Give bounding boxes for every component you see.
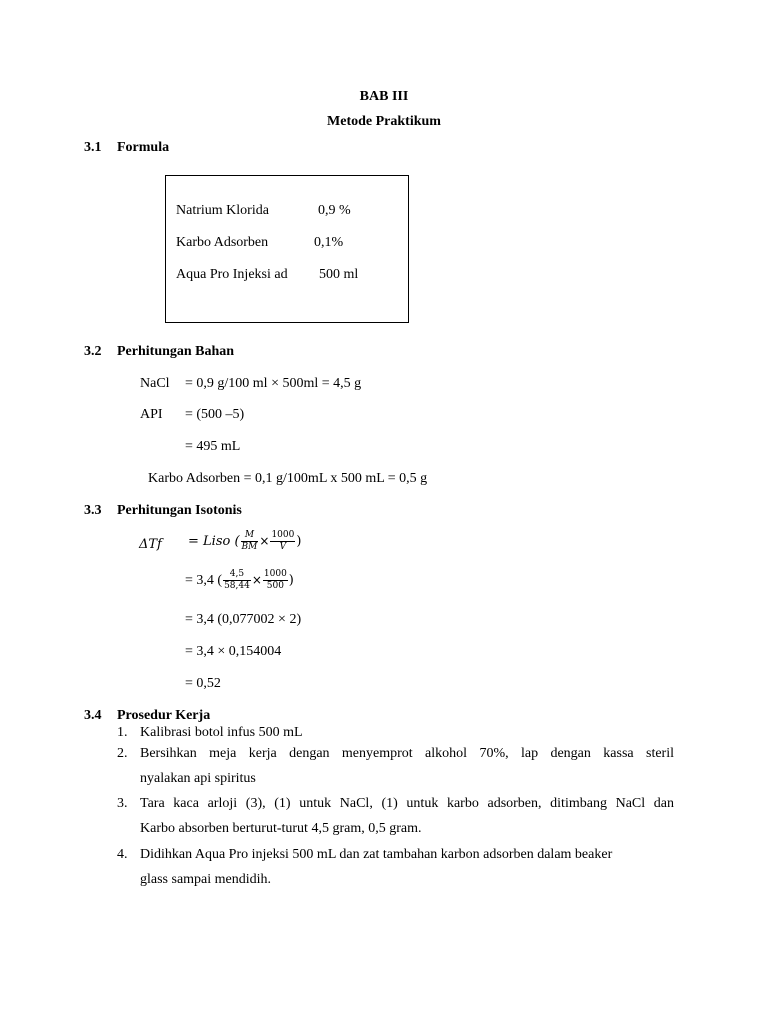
list-item-text-continued: Karbo absorben berturut-turut 4,5 gram, 0,5 gram. (140, 821, 422, 836)
equation-line-3: = 3,4 (0,077002 × 2) (185, 612, 302, 627)
fraction-1000-over-v (270, 531, 295, 553)
section-heading-perhitungan-isotonis: Perhitungan Isotonis (117, 503, 242, 518)
fraction-denominator: 500 (266, 581, 284, 592)
list-item-text-continued: glass sampai mendidih. (140, 872, 272, 887)
formula-item-value: 500 ml (319, 267, 359, 282)
list-item-text: Tara kaca arloji (3), (1) untuk NaCl, (1) untuk karbo adsorben, ditimbang NaCl dan (140, 796, 674, 811)
fraction-denominator: 58,44 (224, 581, 250, 592)
fraction-numerator: 1000 (263, 570, 288, 581)
section-heading-formula: Formula (117, 140, 170, 155)
section-heading-prosedur-kerja: Prosedur Kerja (117, 708, 211, 723)
list-item-text-continued: nyalakan api spiritus (140, 771, 256, 786)
section-number-3-1: 3.1 (84, 140, 102, 155)
list-item-text: Kalibrasi botol infus 500 mL (140, 725, 303, 740)
times-symbol: × (251, 573, 262, 587)
calc-label-nacl: NaCl (140, 376, 170, 391)
fraction-4-5-over-58-44 (223, 570, 251, 592)
calc-expression-api: = (500 –5) (185, 407, 245, 422)
fraction-numerator: 1000 (270, 531, 295, 542)
list-item-text: Didihkan Aqua Pro injeksi 500 mL dan zat tambahan karbon adsorben dalam beaker (140, 847, 613, 862)
section-number-3-3: 3.3 (84, 503, 102, 518)
formula-item-name: Karbo Adsorben (176, 235, 269, 250)
equation-prefix: = 3,4 ( (185, 573, 223, 588)
equation-line-2 (185, 568, 294, 593)
closing-paren: ) (288, 573, 294, 588)
equation-line-4: = 3,4 × 0,154004 (185, 644, 282, 659)
equation-line-1 (188, 530, 301, 553)
calc-label-api: API (140, 407, 163, 422)
section-number-3-4: 3.4 (84, 708, 102, 723)
section-number-3-2: 3.2 (84, 344, 102, 359)
formula-item-value: 0,1% (314, 235, 344, 250)
closing-paren: ) (296, 534, 302, 549)
fraction-numerator: M (241, 531, 259, 542)
calc-expression-nacl: = 0,9 g/100 ml × 500ml = 4,5 g (185, 376, 362, 391)
list-item-number: 3. (117, 796, 128, 811)
formula-item-name: Natrium Klorida (176, 203, 269, 218)
list-item-number: 4. (117, 847, 128, 862)
equation-rhs-start: = Liso ( (188, 534, 240, 549)
chapter-heading: BAB III (359, 89, 409, 104)
fraction-m-over-bm (241, 531, 259, 553)
section-heading-perhitungan-bahan: Perhitungan Bahan (117, 344, 235, 359)
chapter-title: Metode Praktikum (327, 114, 441, 129)
equation-line-5: = 0,52 (185, 676, 221, 691)
calc-result-api: = 495 mL (185, 439, 241, 454)
times-symbol: × (259, 534, 270, 548)
formula-item-value: 0,9 % (318, 203, 351, 218)
fraction-denominator: BM (241, 542, 258, 553)
list-item-number: 2. (117, 746, 128, 761)
list-item-text: Bersihkan meja kerja dengan menyemprot alkohol 70%, lap dengan kassa steril (140, 746, 674, 761)
equation-lhs: ΔTf (139, 537, 162, 552)
fraction-numerator: 4,5 (223, 570, 251, 581)
list-item-number: 1. (117, 725, 128, 740)
fraction-1000-over-500 (263, 570, 288, 592)
formula-item-name: Aqua Pro Injeksi ad (176, 267, 288, 282)
calc-line-karbo: Karbo Adsorben = 0,1 g/100mL x 500 mL = 0,5 g (148, 471, 428, 486)
fraction-denominator: V (279, 542, 287, 553)
